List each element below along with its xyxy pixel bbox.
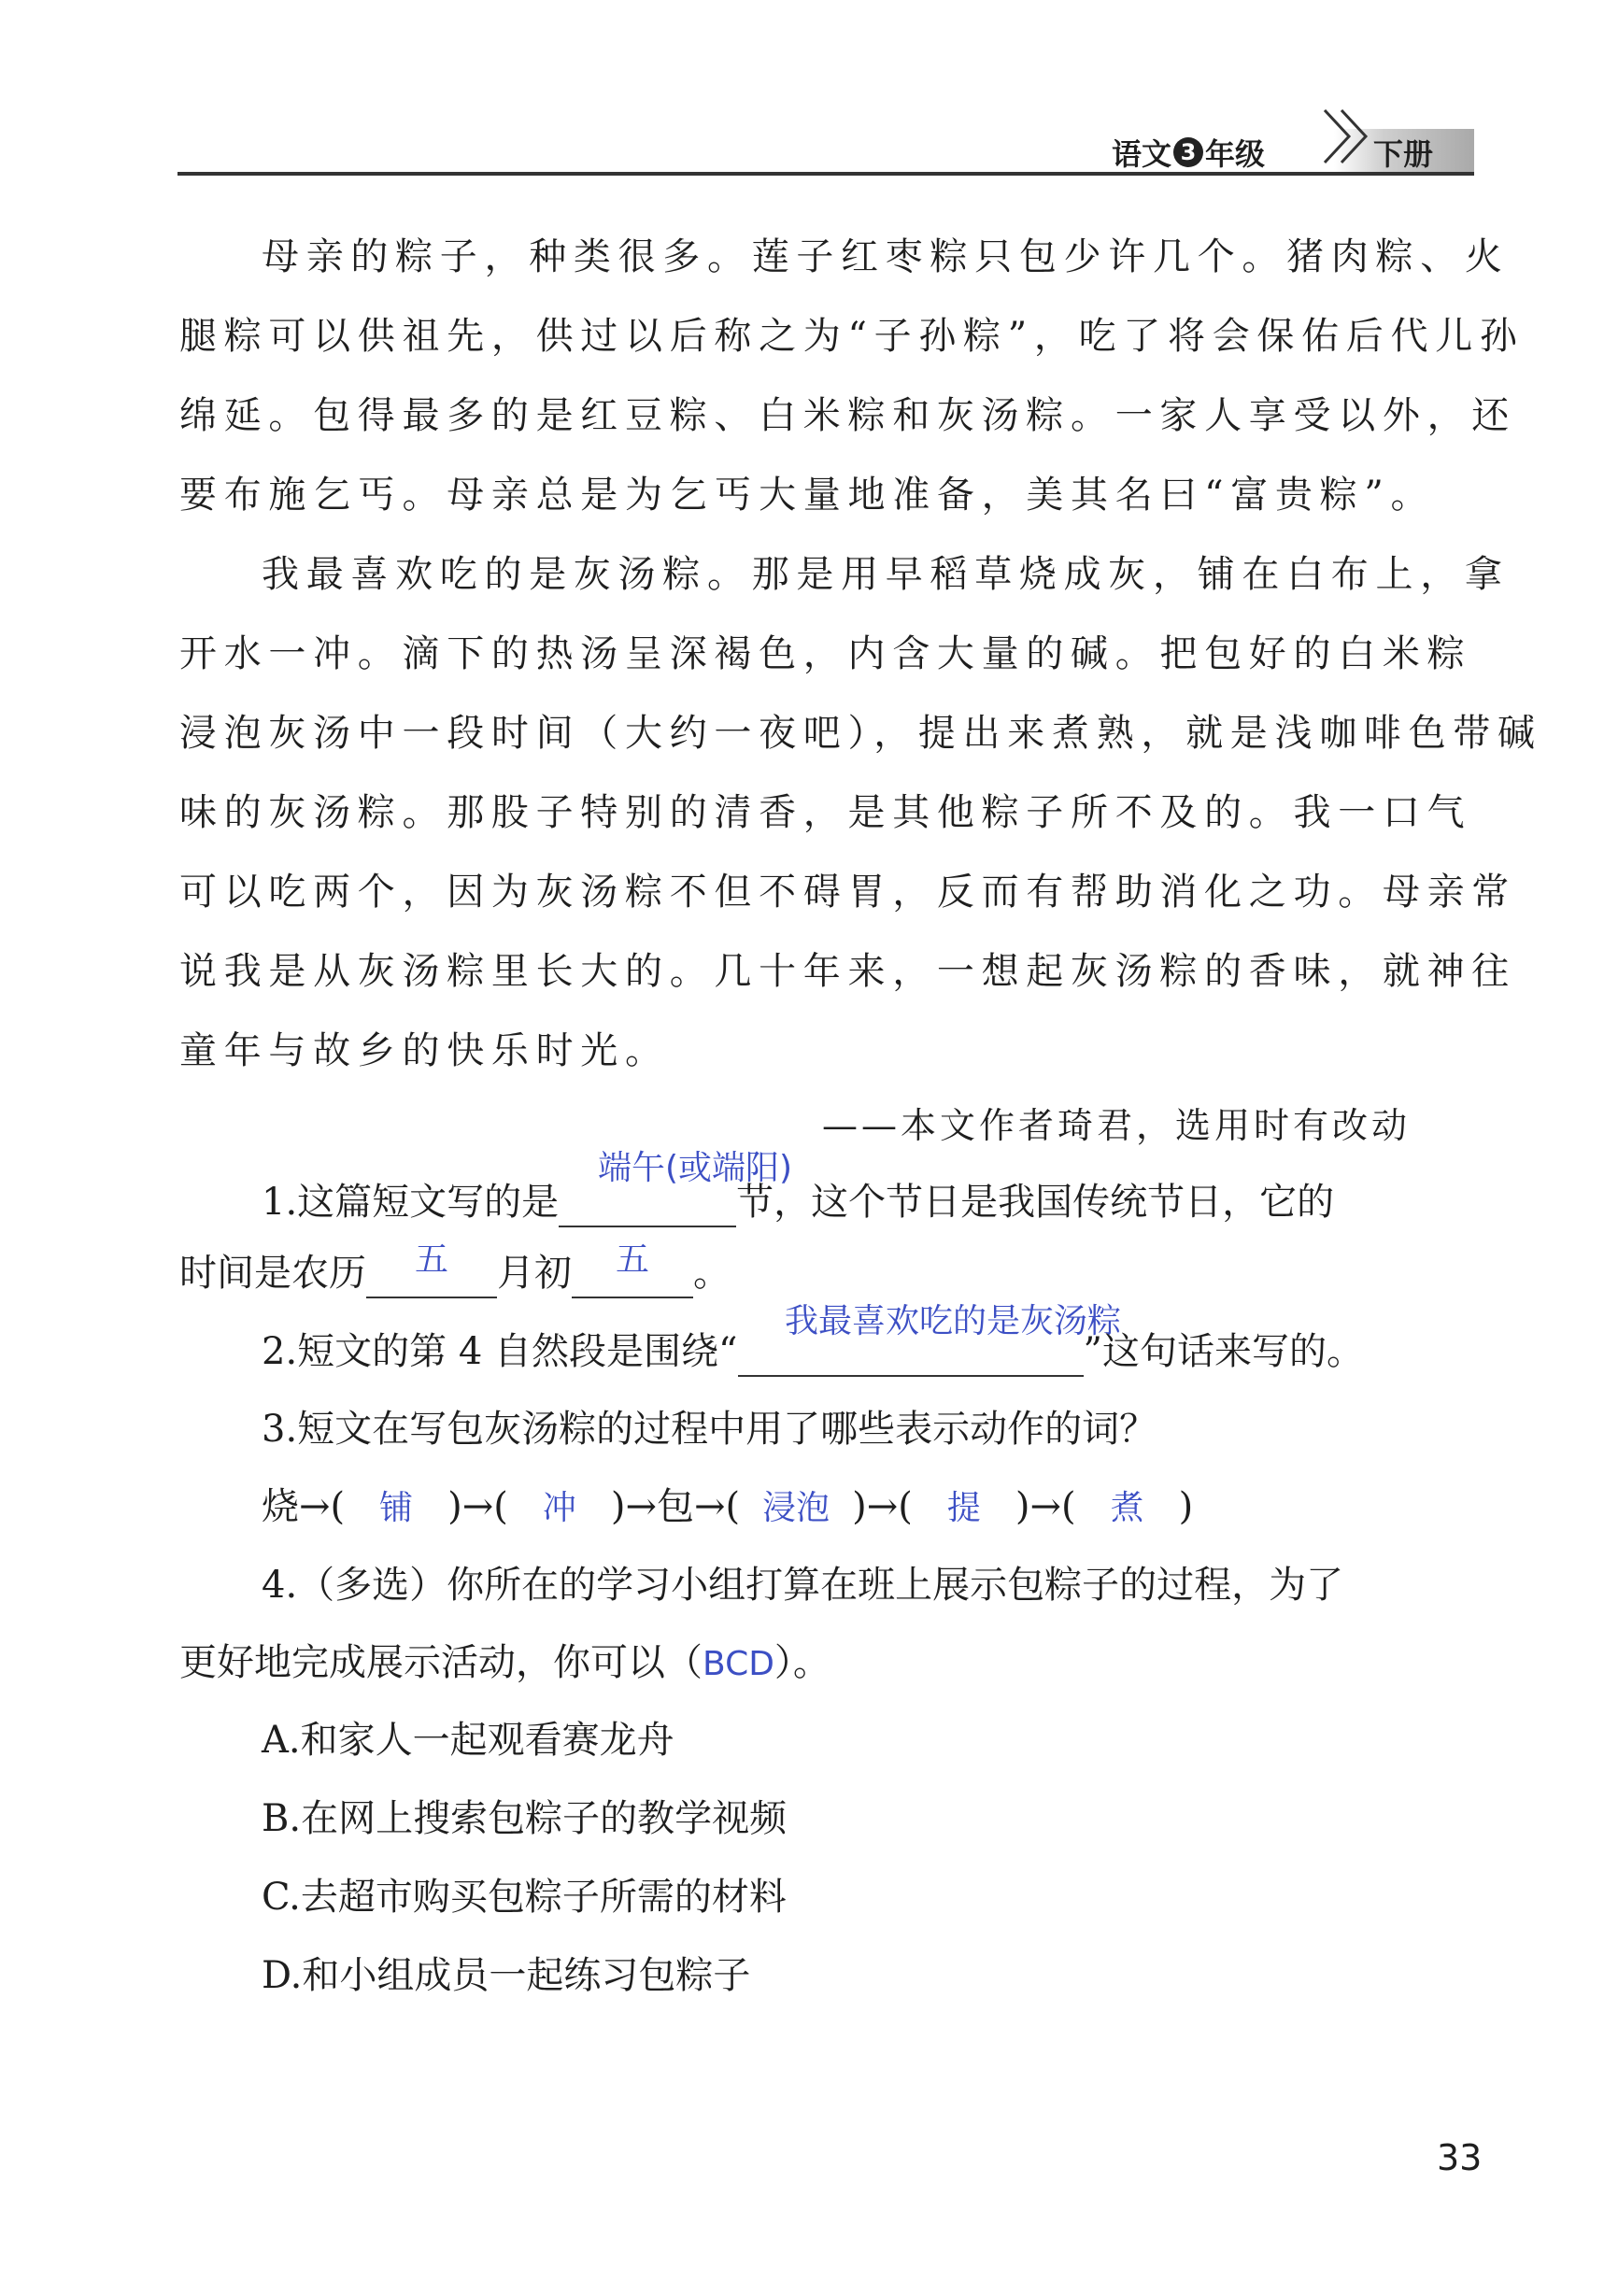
- arrow-icon: →: [625, 1485, 657, 1528]
- q2-text-b: ”这句话来写的。: [1083, 1330, 1364, 1373]
- q3-answer-5: 煮: [1110, 1489, 1144, 1527]
- q1-text-a: 1.这篇短文写的是: [262, 1181, 560, 1224]
- arrow-icon: →: [693, 1485, 726, 1528]
- q4-answer: BCD: [703, 1645, 774, 1683]
- q1-answer-festival: 端午(或端阳): [598, 1149, 793, 1187]
- q2-blank: [738, 1328, 1084, 1377]
- q1-answer-day: 五: [615, 1240, 649, 1279]
- question-3-sequence: 烧→( 铺 )→( 冲 )→包→( 浸泡 )→( 提 )→( 煮 ): [262, 1483, 1193, 1532]
- q1-text-b: 节，这个节日是我国传统节日，它的: [736, 1181, 1335, 1224]
- q3-answer-2: 冲: [542, 1489, 576, 1527]
- arrow-icon: →: [866, 1485, 899, 1528]
- q3-start: 烧: [262, 1485, 299, 1528]
- header-subject-grade: [1112, 131, 1265, 174]
- question-3-prompt: 3.短文在写包灰汤粽的过程中用了哪些表示动作的词？: [262, 1408, 1157, 1451]
- paragraph-line: 母亲的粽子，种类很多。莲子红枣粽只包少许几个。猪肉粽、火: [262, 235, 1510, 278]
- paragraph-line: 要布施乞丐。母亲总是为乞丐大量地准备，美其名曰“富贵粽”。: [179, 474, 1436, 517]
- author-credit: ——本文作者琦君，选用时有改动: [822, 1105, 1412, 1146]
- paragraph-line: 腿粽可以供祖先，供过以后称之为“子孙粽”，吃了将会保佑后代儿孙: [179, 315, 1525, 358]
- header-grade-suffix: 年级: [1205, 136, 1266, 172]
- header-volume: 下册: [1373, 136, 1434, 172]
- question-2: [262, 1328, 1364, 1377]
- q2-text-a: 2.短文的第 4 自然段是围绕“: [262, 1330, 738, 1373]
- page-number: 33: [1437, 2137, 1483, 2178]
- q1-text-c: 时间是农历: [179, 1252, 366, 1295]
- arrow-icon: →: [461, 1485, 494, 1528]
- arrow-icon: →: [299, 1485, 331, 1528]
- header-rule: [177, 172, 1474, 176]
- q3-answer-1: 铺: [379, 1489, 414, 1527]
- question-1-line2: [179, 1240, 731, 1298]
- q1-text-d: 月初: [497, 1252, 572, 1295]
- header-subject: 语文: [1112, 136, 1172, 172]
- paragraph-line: 绵延。包得最多的是红豆粽、白米粽和灰汤粽。一家人享受以外，还: [179, 394, 1516, 437]
- grade-number-badge: 3: [1173, 137, 1203, 167]
- q4-option-d: D.和小组成员一起练习包粽子: [262, 1954, 751, 1997]
- q1-text-e: 。: [693, 1252, 731, 1295]
- q4-option-a: A.和家人一起观看赛龙舟: [262, 1719, 674, 1762]
- q4-option-b: B.在网上搜索包粽子的教学视频: [262, 1797, 788, 1840]
- question-1-line1: [262, 1179, 1334, 1227]
- q4-option-c: C.去超市购买包粽子所需的材料: [262, 1876, 787, 1919]
- paragraph-line: 说我是从灰汤粽里长大的。几十年来，一想起灰汤粽的香味，就神往: [179, 950, 1516, 993]
- q3-answer-3: 浸泡: [762, 1489, 830, 1527]
- paragraph-line: 可以吃两个，因为灰汤粽不但不碍胃，反而有帮助消化之功。母亲常: [179, 871, 1516, 914]
- q4-text-a: 更好地完成展示活动，你可以（: [179, 1641, 703, 1684]
- q1-blank-month: [366, 1240, 497, 1298]
- q1-answer-month: 五: [414, 1240, 448, 1279]
- paragraph-line: 童年与故乡的快乐时光。: [179, 1029, 670, 1072]
- q3-answer-4: 提: [946, 1489, 981, 1527]
- paragraph-line: 我最喜欢吃的是灰汤粽。那是用早稻草烧成灰，铺在白布上，拿: [262, 553, 1510, 596]
- q1-blank-day: [572, 1240, 693, 1298]
- question-4-line2: [179, 1639, 830, 1688]
- paragraph-line: 开水一冲。滴下的热汤呈深褐色，内含大量的碱。把包好的白米粽: [179, 632, 1472, 675]
- paragraph-line: 浸泡灰汤中一段时间（大约一夜吧），提出来煮熟，就是浅咖啡色带碱: [179, 712, 1542, 755]
- q3-mid: 包: [656, 1485, 694, 1528]
- paragraph-line: 味的灰汤粽。那股子特别的清香，是其他粽子所不及的。我一口气: [179, 791, 1472, 834]
- arrow-icon: →: [1029, 1485, 1061, 1528]
- q1-blank-festival: [559, 1179, 736, 1227]
- q2-answer: 我最喜欢吃的是灰汤粽: [785, 1302, 1122, 1340]
- question-4-line1: 4.（多选）你所在的学习小组打算在班上展示包粽子的过程，为了: [262, 1564, 1344, 1607]
- q4-text-b: ）。: [774, 1641, 830, 1684]
